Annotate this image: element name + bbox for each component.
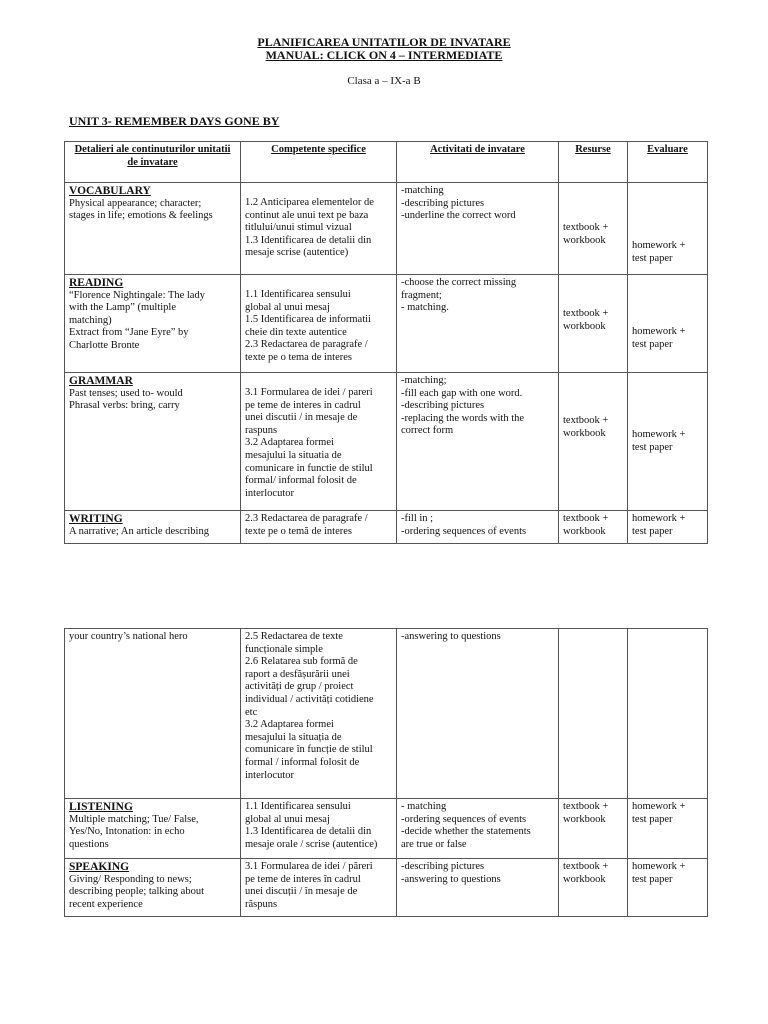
cell-competences bbox=[241, 275, 397, 373]
competences-line: comunicare in functie de stilul bbox=[245, 462, 373, 474]
competences-line: mesaje orale / scrise (autentice) bbox=[245, 838, 378, 850]
table-row bbox=[65, 629, 708, 799]
competences-line: interlocutor bbox=[245, 769, 294, 781]
column-header-details: Detalieri ale continuturilor unitatii de invatare bbox=[65, 142, 241, 183]
cell-competences bbox=[241, 629, 397, 799]
table-row bbox=[65, 511, 708, 544]
competences-line: pe teme de interes in cadrul bbox=[245, 399, 361, 411]
cell-activities bbox=[397, 183, 559, 275]
activities-line: -matching; bbox=[401, 375, 447, 386]
cell-evaluation bbox=[628, 275, 708, 373]
details-line: Charlotte Bronte bbox=[69, 339, 140, 351]
competences-line: 2.5 Redactarea de texte bbox=[245, 631, 343, 642]
activities-line: -fill in ; bbox=[401, 513, 434, 524]
resources-line: textbook + bbox=[563, 222, 609, 233]
competences-line: 1.5 Identificarea de informatii bbox=[245, 314, 371, 326]
competences-line: titlului/unui stimul vizual bbox=[245, 222, 352, 234]
cell-resources bbox=[559, 629, 628, 799]
competences-line: 1.2 Anticiparea elementelor de bbox=[245, 197, 374, 208]
activities-line: - matching bbox=[401, 801, 447, 812]
details-line: with the Lamp” (multiple bbox=[69, 302, 177, 314]
cell-activities bbox=[397, 799, 559, 859]
cell-competences bbox=[241, 859, 397, 917]
cell-activities bbox=[397, 859, 559, 917]
cell-evaluation bbox=[628, 183, 708, 275]
table-row bbox=[65, 183, 708, 275]
cell-details bbox=[65, 859, 241, 917]
cell-evaluation bbox=[628, 859, 708, 917]
competences-line: 3.1 Formularea de idei / păreri bbox=[245, 861, 373, 872]
activities-line: -ordering sequences of events bbox=[401, 525, 527, 537]
evaluation-line: homework + bbox=[632, 240, 686, 251]
evaluation-line: test paper bbox=[632, 813, 673, 825]
cell-competences bbox=[241, 799, 397, 859]
details-line: recent experience bbox=[69, 898, 143, 910]
resources-line: textbook + bbox=[563, 415, 609, 426]
competences-line: raspuns bbox=[245, 424, 278, 436]
activities-line: -answering to questions bbox=[401, 631, 501, 642]
cell-competences bbox=[241, 511, 397, 544]
competences-line: 1.1 Identificarea sensului bbox=[245, 801, 351, 812]
resources-line: workbook bbox=[563, 320, 606, 332]
activities-line: -replacing the words with the bbox=[401, 412, 525, 424]
activities-line: -answering to questions bbox=[401, 873, 501, 885]
activities-line: -describing pictures bbox=[401, 861, 485, 872]
resources-line: workbook bbox=[563, 525, 606, 537]
competences-line: raport a desfășurării unei bbox=[245, 668, 350, 680]
competences-line: individual / activități cotidiene bbox=[245, 693, 374, 705]
evaluation-line: test paper bbox=[632, 338, 673, 350]
activities-line: - matching. bbox=[401, 302, 449, 314]
activities-line: -choose the correct missing bbox=[401, 277, 517, 288]
table-row bbox=[65, 275, 708, 373]
competences-line: formal / informal folosit de bbox=[245, 756, 360, 768]
activities-line: correct form bbox=[401, 425, 454, 437]
cell-details bbox=[65, 511, 241, 544]
details-line: questions bbox=[69, 838, 109, 850]
competences-line: 1.3 Identificarea de detalii din bbox=[245, 234, 372, 246]
unit-title: UNIT 3- REMEMBER DAYS GONE BY bbox=[69, 114, 280, 128]
competences-line: unei discutii / in mesaje de bbox=[245, 412, 358, 424]
activities-line: -describing pictures bbox=[401, 197, 485, 209]
resources-line: workbook bbox=[563, 234, 606, 246]
cell-evaluation bbox=[628, 799, 708, 859]
planning-table-continued bbox=[64, 628, 708, 917]
cell-evaluation bbox=[628, 373, 708, 511]
details-line: Physical appearance; character; bbox=[69, 197, 202, 209]
cell-resources bbox=[559, 373, 628, 511]
competences-line: 3.2 Adaptarea formei bbox=[245, 719, 334, 731]
details-line: Giving/ Responding to news; bbox=[69, 873, 192, 885]
competences-line: 3.1 Formularea de idei / pareri bbox=[245, 387, 373, 398]
competences-line: interlocutor bbox=[245, 487, 294, 499]
cell-resources bbox=[559, 275, 628, 373]
cell-evaluation bbox=[628, 511, 708, 544]
activities-line: fragment; bbox=[401, 289, 442, 301]
competences-line: mesajului la situația de bbox=[245, 731, 342, 743]
column-header-competences: Competente specifice bbox=[241, 142, 397, 183]
competences-line: 2.3 Redactarea de paragrafe / bbox=[245, 513, 368, 524]
details-line: Extract from “Jane Eyre” by bbox=[69, 327, 189, 339]
competences-line: răspuns bbox=[245, 898, 278, 910]
cell-details bbox=[65, 275, 241, 373]
cell-details bbox=[65, 183, 241, 275]
class-line: Clasa a – IX-a B bbox=[347, 75, 421, 87]
evaluation-line: test paper bbox=[632, 252, 673, 264]
table-row bbox=[65, 373, 708, 511]
table-row bbox=[65, 859, 708, 917]
competences-line: pe teme de interes în cadrul bbox=[245, 873, 361, 885]
cell-resources bbox=[559, 859, 628, 917]
cell-resources bbox=[559, 799, 628, 859]
cell-details bbox=[65, 373, 241, 511]
competences-line: formal/ informal folosit de bbox=[245, 475, 357, 487]
competences-line: mesaje scrise (autentice) bbox=[245, 247, 349, 259]
activities-line: are true or false bbox=[401, 838, 467, 850]
cell-resources bbox=[559, 511, 628, 544]
document-title: PLANIFICAREA UNITATILOR DE INVATARE bbox=[257, 35, 511, 49]
cell-activities bbox=[397, 629, 559, 799]
planning-table bbox=[64, 141, 708, 544]
resources-line: workbook bbox=[563, 427, 606, 439]
competences-line: comunicare în funcție de stilul bbox=[245, 744, 373, 756]
competences-line: funcționale simple bbox=[245, 643, 323, 655]
competences-line: activități de grup / proiect bbox=[245, 681, 354, 693]
details-line: matching) bbox=[69, 314, 112, 326]
details-line: Phrasal verbs: bring, carry bbox=[69, 400, 180, 412]
column-header-activities: Activitati de invatare bbox=[397, 142, 559, 183]
evaluation-line: homework + bbox=[632, 513, 686, 524]
cell-competences bbox=[241, 183, 397, 275]
activities-line: -decide whether the statements bbox=[401, 826, 531, 838]
details-line: “Florence Nightingale: The lady bbox=[69, 289, 205, 301]
competences-line: global al unui mesaj bbox=[245, 301, 330, 313]
resources-line: textbook + bbox=[563, 801, 609, 812]
details-line: describing people; talking about bbox=[69, 886, 205, 898]
competences-line: 3.2 Adaptarea formei bbox=[245, 437, 334, 449]
competences-line: texte pe o tema de interes bbox=[245, 351, 352, 363]
column-header-resources: Resurse bbox=[559, 142, 628, 183]
activities-line: -underline the correct word bbox=[401, 210, 516, 222]
cell-activities bbox=[397, 373, 559, 511]
cell-details bbox=[65, 629, 241, 799]
evaluation-line: test paper bbox=[632, 525, 673, 537]
section-heading: GRAMMAR bbox=[69, 375, 133, 387]
competences-line: 2.3 Redactarea de paragrafe / bbox=[245, 339, 368, 351]
activities-line: -matching bbox=[401, 185, 444, 196]
competences-line: cheie din texte autentice bbox=[245, 326, 347, 338]
details-line: your country’s national hero bbox=[69, 631, 188, 642]
table-body bbox=[65, 183, 708, 544]
competences-line: 2.6 Relatarea sub formă de bbox=[245, 656, 358, 668]
activities-line: -fill each gap with one word. bbox=[401, 387, 523, 399]
competences-line: 1.3 Identificarea de detalii din bbox=[245, 826, 372, 838]
cell-activities bbox=[397, 511, 559, 544]
evaluation-line: homework + bbox=[632, 801, 686, 812]
table-header-row bbox=[65, 142, 708, 183]
cell-activities bbox=[397, 275, 559, 373]
competences-line: mesajului la situatia de bbox=[245, 449, 342, 461]
competences-line: global al unui mesaj bbox=[245, 813, 330, 825]
details-line: stages in life; emotions & feelings bbox=[69, 210, 213, 222]
column-header-evaluation: Evaluare bbox=[628, 142, 708, 183]
details-line: Multiple matching; Tue/ False, bbox=[69, 813, 199, 825]
resources-line: textbook + bbox=[563, 861, 609, 872]
cell-resources bbox=[559, 183, 628, 275]
competences-line: continut ale unui text pe baza bbox=[245, 209, 369, 221]
resources-line: textbook + bbox=[563, 513, 609, 524]
competences-line: etc bbox=[245, 706, 258, 718]
activities-line: -ordering sequences of events bbox=[401, 813, 527, 825]
document-subtitle: MANUAL: CLICK ON 4 – INTERMEDIATE bbox=[265, 48, 503, 62]
table-row bbox=[65, 799, 708, 859]
evaluation-line: test paper bbox=[632, 873, 673, 885]
resources-line: workbook bbox=[563, 873, 606, 885]
section-heading: LISTENING bbox=[69, 801, 133, 813]
details-line: Yes/No, Intonation: in echo bbox=[69, 826, 185, 838]
activities-line: -describing pictures bbox=[401, 400, 485, 412]
details-line: Past tenses; used to- would bbox=[69, 387, 183, 399]
section-heading: READING bbox=[69, 277, 124, 289]
resources-line: textbook + bbox=[563, 308, 609, 319]
cell-details bbox=[65, 799, 241, 859]
evaluation-line: homework + bbox=[632, 326, 686, 337]
section-heading: SPEAKING bbox=[69, 861, 130, 873]
details-line: A narrative; An article describing bbox=[69, 525, 209, 537]
resources-line: workbook bbox=[563, 813, 606, 825]
evaluation-line: homework + bbox=[632, 429, 686, 440]
evaluation-line: homework + bbox=[632, 861, 686, 872]
section-heading: WRITING bbox=[69, 513, 123, 525]
competences-line: 1.1 Identificarea sensului bbox=[245, 289, 351, 300]
competences-line: unei discuții / în mesaje de bbox=[245, 886, 358, 898]
table-body-continued bbox=[65, 629, 708, 917]
competences-line: texte pe o temă de interes bbox=[245, 525, 352, 537]
cell-evaluation bbox=[628, 629, 708, 799]
evaluation-line: test paper bbox=[632, 441, 673, 453]
section-heading: VOCABULARY bbox=[69, 185, 151, 197]
cell-competences bbox=[241, 373, 397, 511]
